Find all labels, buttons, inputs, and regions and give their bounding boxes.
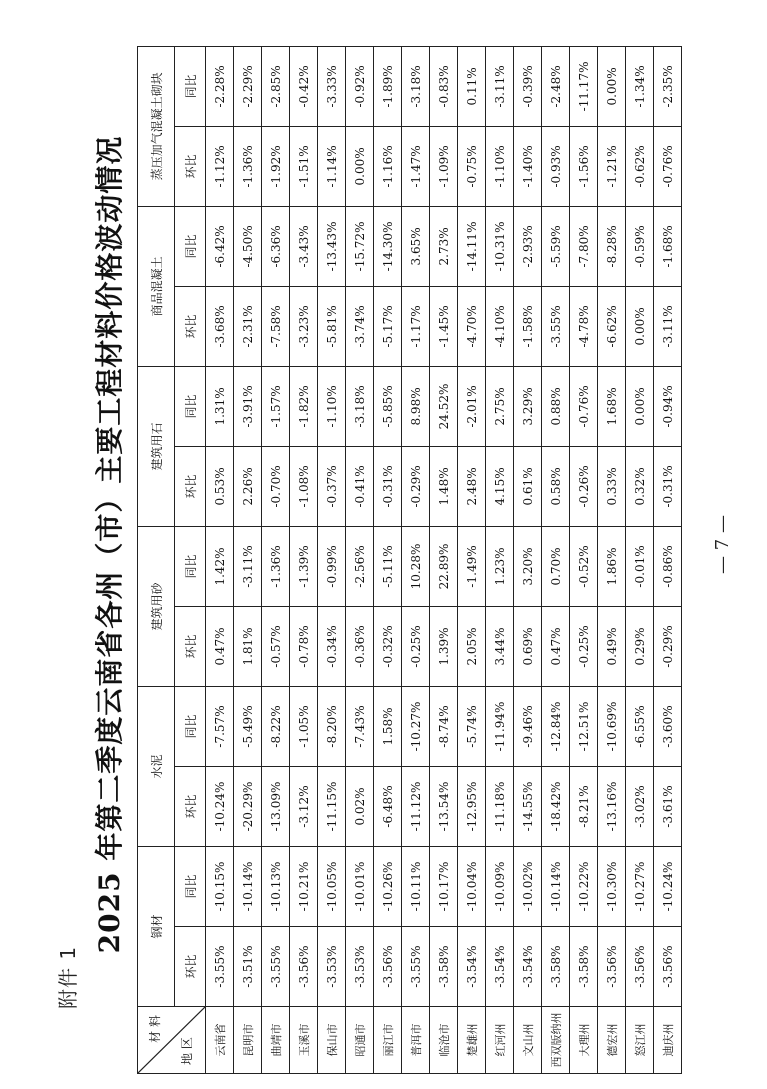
value-cell: 0.00% <box>598 46 626 126</box>
value-cell: -5.11% <box>374 526 402 606</box>
value-cell: -7.80% <box>570 206 598 286</box>
value-cell: 1.23% <box>486 526 514 606</box>
value-cell: -1.36% <box>262 526 290 606</box>
value-cell: -4.50% <box>234 206 262 286</box>
value-cell: -10.30% <box>598 846 626 926</box>
value-cell: 0.00% <box>626 286 654 366</box>
value-cell: -3.58% <box>570 927 598 1007</box>
value-cell: -1.12% <box>206 126 234 206</box>
value-cell: 24.52% <box>430 366 458 446</box>
value-cell: 0.29% <box>626 606 654 686</box>
value-cell: -1.08% <box>290 446 318 526</box>
value-cell: -10.09% <box>486 846 514 926</box>
value-cell: -0.36% <box>346 606 374 686</box>
value-cell: -6.36% <box>262 206 290 286</box>
region-cell: 玉溪市 <box>290 1007 318 1074</box>
value-cell: -6.55% <box>626 686 654 766</box>
value-cell: -3.56% <box>598 927 626 1007</box>
region-cell: 大理州 <box>570 1007 598 1074</box>
value-cell: -0.41% <box>346 446 374 526</box>
value-cell: -4.78% <box>570 286 598 366</box>
value-cell: -0.42% <box>290 46 318 126</box>
subheader-mom: 环比 <box>175 286 206 366</box>
value-cell: 0.00% <box>346 126 374 206</box>
value-cell: -1.05% <box>290 686 318 766</box>
value-cell: -1.45% <box>430 286 458 366</box>
value-cell: -0.93% <box>542 126 570 206</box>
value-cell: -8.74% <box>430 686 458 766</box>
value-cell: -3.56% <box>626 927 654 1007</box>
value-cell: -11.17% <box>570 46 598 126</box>
value-cell: -3.53% <box>346 927 374 1007</box>
value-cell: -3.60% <box>654 686 682 766</box>
value-cell: -1.16% <box>374 126 402 206</box>
material-header-steel: 钢材 <box>138 846 175 1006</box>
material-header-aac-block: 蒸压加气混凝土砌块 <box>138 46 175 206</box>
value-cell: -6.62% <box>598 286 626 366</box>
value-cell: 1.31% <box>206 366 234 446</box>
value-cell: -12.51% <box>570 686 598 766</box>
value-cell: -8.20% <box>318 686 346 766</box>
value-cell: -1.68% <box>654 206 682 286</box>
value-cell: -10.69% <box>598 686 626 766</box>
region-cell: 西双版纳州 <box>542 1007 570 1074</box>
value-cell: -1.40% <box>514 126 542 206</box>
value-cell: -1.51% <box>290 126 318 206</box>
value-cell: -5.17% <box>374 286 402 366</box>
value-cell: 0.02% <box>346 766 374 846</box>
value-cell: -13.54% <box>430 766 458 846</box>
value-cell: -0.92% <box>346 46 374 126</box>
region-cell: 昭通市 <box>346 1007 374 1074</box>
value-cell: -6.48% <box>374 766 402 846</box>
corner-material-label: 材 料 <box>148 1015 162 1043</box>
value-cell: -3.54% <box>486 927 514 1007</box>
subheader-mom: 环比 <box>175 606 206 686</box>
value-cell: -10.27% <box>626 846 654 926</box>
value-cell: -0.70% <box>262 446 290 526</box>
value-cell: -10.21% <box>290 846 318 926</box>
value-cell: -3.56% <box>374 927 402 1007</box>
value-cell: 0.61% <box>514 446 542 526</box>
value-cell: -1.89% <box>374 46 402 126</box>
value-cell: -0.01% <box>626 526 654 606</box>
value-cell: -1.10% <box>318 366 346 446</box>
table-row <box>654 46 682 1073</box>
value-cell: 3.65% <box>402 206 430 286</box>
value-cell: -3.11% <box>234 526 262 606</box>
value-cell: -10.15% <box>206 846 234 926</box>
value-cell: -3.61% <box>654 766 682 846</box>
header-corner <box>138 1007 206 1074</box>
subheader-yoy: 同比 <box>175 206 206 286</box>
value-cell: -5.59% <box>542 206 570 286</box>
value-cell: -2.85% <box>262 46 290 126</box>
value-cell: -13.16% <box>598 766 626 846</box>
value-cell: 0.70% <box>542 526 570 606</box>
value-cell: -1.21% <box>598 126 626 206</box>
value-cell: -3.55% <box>402 927 430 1007</box>
value-cell: 3.44% <box>486 606 514 686</box>
subheader-yoy: 同比 <box>175 526 206 606</box>
value-cell: -2.29% <box>234 46 262 126</box>
value-cell: -3.18% <box>402 46 430 126</box>
table-row <box>598 46 626 1073</box>
value-cell: -8.22% <box>262 686 290 766</box>
value-cell: -4.10% <box>486 286 514 366</box>
value-cell: -3.68% <box>206 286 234 366</box>
value-cell: -10.31% <box>486 206 514 286</box>
value-cell: -1.39% <box>290 526 318 606</box>
value-cell: -10.05% <box>318 846 346 926</box>
value-cell: -0.37% <box>318 446 346 526</box>
value-cell: -15.72% <box>346 206 374 286</box>
table-row <box>430 46 458 1073</box>
value-cell: -2.56% <box>346 526 374 606</box>
subheader-mom: 环比 <box>175 446 206 526</box>
value-cell: 1.42% <box>206 526 234 606</box>
value-cell: 2.73% <box>430 206 458 286</box>
value-cell: 2.05% <box>458 606 486 686</box>
value-cell: -3.54% <box>514 927 542 1007</box>
value-cell: -1.14% <box>318 126 346 206</box>
region-cell: 普洱市 <box>402 1007 430 1074</box>
value-cell: 22.89% <box>430 526 458 606</box>
value-cell: -12.84% <box>542 686 570 766</box>
subheader-mom: 环比 <box>175 927 206 1007</box>
table-row <box>346 46 374 1073</box>
value-cell: 1.58% <box>374 686 402 766</box>
subheader-mom: 环比 <box>175 126 206 206</box>
value-cell: -0.99% <box>318 526 346 606</box>
table-row <box>290 46 318 1073</box>
value-cell: -1.49% <box>458 526 486 606</box>
value-cell: -12.95% <box>458 766 486 846</box>
value-cell: -20.29% <box>234 766 262 846</box>
value-cell: -1.34% <box>626 46 654 126</box>
region-cell: 保山市 <box>318 1007 346 1074</box>
value-cell: -1.82% <box>290 366 318 446</box>
material-header-stone: 建筑用石 <box>138 366 175 526</box>
value-cell: -4.70% <box>458 286 486 366</box>
value-cell: -11.94% <box>486 686 514 766</box>
subheader-yoy: 同比 <box>175 46 206 126</box>
value-cell: -3.56% <box>654 927 682 1007</box>
value-cell: -3.12% <box>290 766 318 846</box>
table-row <box>318 46 346 1073</box>
value-cell: -10.04% <box>458 846 486 926</box>
table-row <box>262 46 290 1073</box>
value-cell: -0.94% <box>654 366 682 446</box>
value-cell: -3.54% <box>458 927 486 1007</box>
value-cell: -18.42% <box>542 766 570 846</box>
value-cell: -1.58% <box>514 286 542 366</box>
region-cell: 丽江市 <box>374 1007 402 1074</box>
value-cell: -0.52% <box>570 526 598 606</box>
value-cell: -0.32% <box>374 606 402 686</box>
corner-region-label: 地 区 <box>180 1037 194 1065</box>
value-cell: -5.85% <box>374 366 402 446</box>
value-cell: -5.74% <box>458 686 486 766</box>
table-row <box>458 46 486 1073</box>
value-cell: -3.58% <box>430 927 458 1007</box>
region-cell: 怒江州 <box>626 1007 654 1074</box>
value-cell: -0.59% <box>626 206 654 286</box>
table-row <box>402 46 430 1073</box>
value-cell: -0.26% <box>570 446 598 526</box>
subheader-mom: 环比 <box>175 766 206 846</box>
value-cell: -3.55% <box>206 927 234 1007</box>
page-number: — 7 — <box>712 515 733 574</box>
value-cell: 0.88% <box>542 366 570 446</box>
value-cell: -1.56% <box>570 126 598 206</box>
material-header-concrete: 商品混凝土 <box>138 206 175 366</box>
value-cell: -5.49% <box>234 686 262 766</box>
value-cell: 4.15% <box>486 446 514 526</box>
value-cell: -0.76% <box>654 126 682 206</box>
value-cell: -1.09% <box>430 126 458 206</box>
material-header-cement: 水泥 <box>138 686 175 846</box>
value-cell: 1.86% <box>598 526 626 606</box>
value-cell: -3.23% <box>290 286 318 366</box>
value-cell: -3.53% <box>318 927 346 1007</box>
value-cell: -0.62% <box>626 126 654 206</box>
value-cell: 2.75% <box>486 366 514 446</box>
value-cell: -3.74% <box>346 286 374 366</box>
table-row <box>570 46 598 1073</box>
table-row <box>374 46 402 1073</box>
value-cell: -6.42% <box>206 206 234 286</box>
region-cell: 文山州 <box>514 1007 542 1074</box>
value-cell: -2.28% <box>206 46 234 126</box>
region-cell: 德宏州 <box>598 1007 626 1074</box>
value-cell: 0.58% <box>542 446 570 526</box>
value-cell: -0.86% <box>654 526 682 606</box>
value-cell: 10.28% <box>402 526 430 606</box>
value-cell: -0.34% <box>318 606 346 686</box>
value-cell: -3.18% <box>346 366 374 446</box>
value-cell: -8.21% <box>570 766 598 846</box>
value-cell: -7.57% <box>206 686 234 766</box>
value-cell: 0.33% <box>598 446 626 526</box>
region-cell: 曲靖市 <box>262 1007 290 1074</box>
value-cell: -10.26% <box>374 846 402 926</box>
table-row <box>486 46 514 1073</box>
value-cell: 1.81% <box>234 606 262 686</box>
value-cell: 3.29% <box>514 366 542 446</box>
subheader-yoy: 同比 <box>175 846 206 926</box>
value-cell: -10.11% <box>402 846 430 926</box>
value-cell: -3.91% <box>234 366 262 446</box>
region-cell: 红河州 <box>486 1007 514 1074</box>
value-cell: -3.11% <box>654 286 682 366</box>
value-cell: -7.43% <box>346 686 374 766</box>
value-cell: -2.35% <box>654 46 682 126</box>
value-cell: 0.49% <box>598 606 626 686</box>
value-cell: -0.29% <box>654 606 682 686</box>
value-cell: -0.76% <box>570 366 598 446</box>
value-cell: -1.36% <box>234 126 262 206</box>
value-cell: 2.26% <box>234 446 262 526</box>
value-cell: 8.98% <box>402 366 430 446</box>
value-cell: -1.57% <box>262 366 290 446</box>
value-cell: -10.24% <box>654 846 682 926</box>
value-cell: -0.31% <box>374 446 402 526</box>
value-cell: -0.57% <box>262 606 290 686</box>
value-cell: -0.25% <box>570 606 598 686</box>
value-cell: -11.12% <box>402 766 430 846</box>
region-cell: 临沧市 <box>430 1007 458 1074</box>
value-cell: 0.32% <box>626 446 654 526</box>
subheader-yoy: 同比 <box>175 366 206 446</box>
table-row <box>206 46 234 1073</box>
material-header-sand: 建筑用砂 <box>138 526 175 686</box>
table-row <box>626 46 654 1073</box>
table-row <box>234 46 262 1073</box>
value-cell: -5.81% <box>318 286 346 366</box>
table-row <box>514 46 542 1073</box>
value-cell: -3.55% <box>542 286 570 366</box>
value-cell: -13.43% <box>318 206 346 286</box>
value-cell: -10.01% <box>346 846 374 926</box>
value-cell: -10.17% <box>430 846 458 926</box>
value-cell: -0.29% <box>402 446 430 526</box>
value-cell: -11.15% <box>318 766 346 846</box>
value-cell: -10.22% <box>570 846 598 926</box>
subheader-yoy: 同比 <box>175 686 206 766</box>
value-cell: -3.11% <box>486 46 514 126</box>
value-cell: -3.33% <box>318 46 346 126</box>
region-cell: 迪庆州 <box>654 1007 682 1074</box>
value-cell: -10.27% <box>402 686 430 766</box>
value-cell: 0.53% <box>206 446 234 526</box>
value-cell: -13.09% <box>262 766 290 846</box>
value-cell: 0.47% <box>206 606 234 686</box>
price-fluctuation-table <box>137 46 682 1074</box>
region-cell: 昆明市 <box>234 1007 262 1074</box>
value-cell: -10.13% <box>262 846 290 926</box>
value-cell: -10.14% <box>542 846 570 926</box>
value-cell: -3.02% <box>626 766 654 846</box>
table-row <box>542 46 570 1073</box>
value-cell: 3.20% <box>514 526 542 606</box>
value-cell: -1.92% <box>262 126 290 206</box>
value-cell: 0.69% <box>514 606 542 686</box>
value-cell: 1.39% <box>430 606 458 686</box>
value-cell: -0.75% <box>458 126 486 206</box>
value-cell: -0.39% <box>514 46 542 126</box>
value-cell: -10.14% <box>234 846 262 926</box>
value-cell: -0.78% <box>290 606 318 686</box>
value-cell: -1.47% <box>402 126 430 206</box>
value-cell: -9.46% <box>514 686 542 766</box>
value-cell: -0.83% <box>430 46 458 126</box>
value-cell: -3.51% <box>234 927 262 1007</box>
value-cell: -1.10% <box>486 126 514 206</box>
value-cell: -10.02% <box>514 846 542 926</box>
page-title: 2025 年第二季度云南省各州（市）主要工程材料价格波动情况 <box>93 135 126 954</box>
value-cell: 1.68% <box>598 366 626 446</box>
value-cell: 0.47% <box>542 606 570 686</box>
value-cell: -3.58% <box>542 927 570 1007</box>
value-cell: -2.31% <box>234 286 262 366</box>
value-cell: -14.55% <box>514 766 542 846</box>
value-cell: -0.25% <box>402 606 430 686</box>
region-cell: 楚雄州 <box>458 1007 486 1074</box>
value-cell: -2.93% <box>514 206 542 286</box>
value-cell: -0.31% <box>654 446 682 526</box>
value-cell: -1.17% <box>402 286 430 366</box>
region-cell: 云南省 <box>206 1007 234 1074</box>
value-cell: -3.43% <box>290 206 318 286</box>
value-cell: -2.48% <box>542 46 570 126</box>
value-cell: -3.55% <box>262 927 290 1007</box>
value-cell: -10.24% <box>206 766 234 846</box>
value-cell: -14.11% <box>458 206 486 286</box>
value-cell: -11.18% <box>486 766 514 846</box>
value-cell: -14.30% <box>374 206 402 286</box>
attachment-label: 附件 1 <box>56 945 80 1009</box>
value-cell: 1.48% <box>430 446 458 526</box>
value-cell: -3.56% <box>290 927 318 1007</box>
value-cell: 2.48% <box>458 446 486 526</box>
value-cell: 0.00% <box>626 366 654 446</box>
value-cell: -8.28% <box>598 206 626 286</box>
value-cell: -2.01% <box>458 366 486 446</box>
value-cell: 0.11% <box>458 46 486 126</box>
value-cell: -7.58% <box>262 286 290 366</box>
